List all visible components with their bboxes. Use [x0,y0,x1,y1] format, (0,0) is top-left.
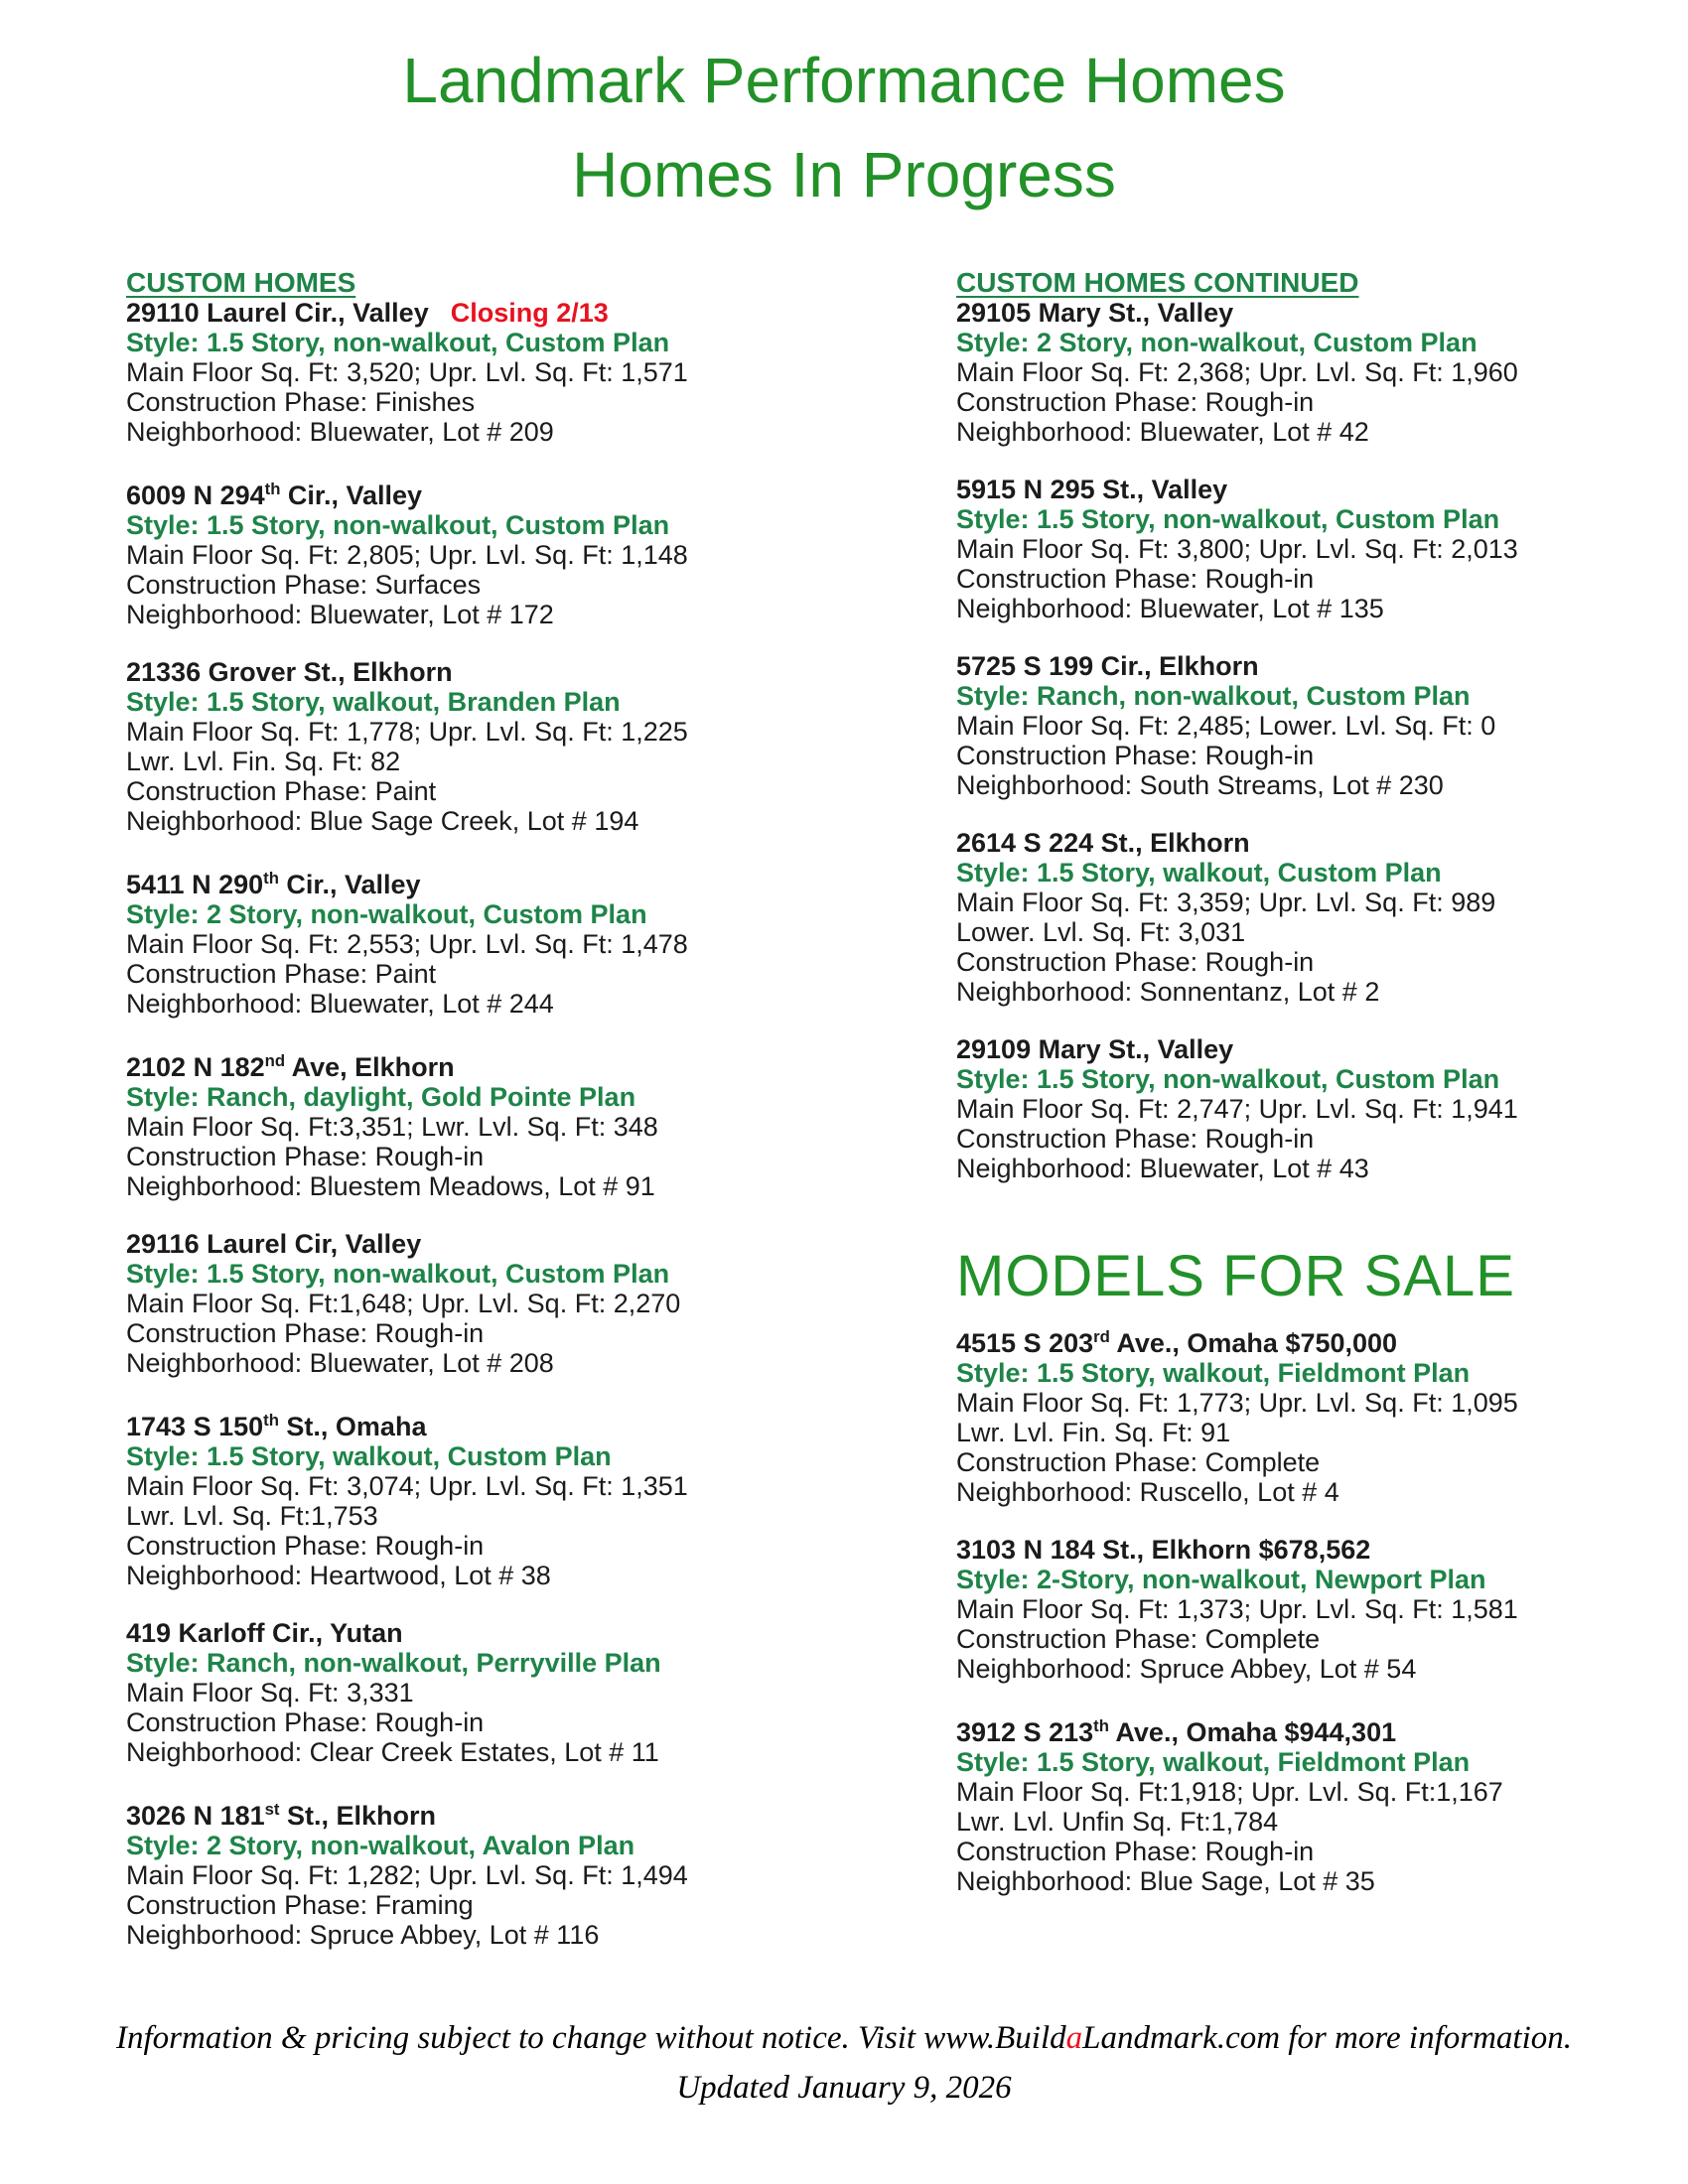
listing-detail: Construction Phase: Paint [126,776,437,806]
custom-homes-continued-column [956,268,1612,1924]
listing-style: Style: Ranch, non-walkout, Perryville Plan [126,1648,661,1678]
home-listing [126,475,762,629]
listing-address-text: 29116 Laurel Cir, Valley [126,1229,422,1259]
listing-address-ordinal: th [263,869,279,887]
listing-detail: Lwr. Lvl. Fin. Sq. Ft: 82 [126,747,401,776]
listing-detail: Main Floor Sq. Ft:3,351; Lwr. Lvl. Sq. Ft: 348 [126,1112,658,1142]
listing-detail: Main Floor Sq. Ft: 1,778; Upr. Lvl. Sq. Ft: 1,225 [126,717,688,747]
listing-address-text: 4515 S 203 [956,1328,1094,1358]
home-listing [956,828,1612,1007]
home-listing [126,1046,762,1201]
listing-address [126,1046,762,1082]
listing-address [126,1618,762,1648]
listing-detail: Neighborhood: Spruce Abbey, Lot # 116 [126,1920,600,1950]
listing-detail: Neighborhood: Bluewater, Lot # 209 [126,417,554,447]
listing-detail: Main Floor Sq. Ft: 1,773; Upr. Lvl. Sq. Ft: 1,095 [956,1388,1518,1418]
page-title-line2: Homes In Progress [572,139,1116,210]
listing-detail: Construction Phase: Rough-in [956,947,1315,977]
listing-style: Style: 1.5 Story, walkout, Fieldmont Plan [956,1358,1471,1388]
listing-detail: Main Floor Sq. Ft: 3,359; Upr. Lvl. Sq. Ft: 989 [956,887,1496,917]
listing-detail: Construction Phase: Paint [126,959,437,989]
listing-detail: Construction Phase: Rough-in [126,1531,485,1561]
listing-detail: Main Floor Sq. Ft:1,648; Upr. Lvl. Sq. Ft: 2,270 [126,1289,681,1318]
listing-detail: Construction Phase: Rough-in [126,1318,485,1348]
section-header-custom-homes: CUSTOM HOMES [126,267,356,298]
listing-detail: Neighborhood: South Streams, Lot # 230 [956,770,1444,800]
home-listing [956,298,1612,447]
listing-detail: Construction Phase: Framing [126,1890,474,1920]
home-listing [956,1711,1612,1896]
listing-address-ordinal: rd [1093,1327,1110,1346]
listing-address-ordinal: st [264,1800,280,1819]
listing-address-text: 3103 N 184 St., Elkhorn $678,562 [956,1535,1371,1565]
home-listing [126,298,762,447]
listing-address [956,298,1612,328]
listing-style: Style: 1.5 Story, walkout, Fieldmont Plan [956,1747,1471,1777]
footer-line2: Updated January 9, 2026 [676,2070,1012,2106]
listing-detail: Neighborhood: Sonnentanz, Lot # 2 [956,977,1380,1007]
listing-style: Style: 2 Story, non-walkout, Custom Plan [126,899,647,929]
listing-address-text: St., Omaha [278,1412,427,1441]
listing-detail: Neighborhood: Bluewater, Lot # 208 [126,1348,554,1378]
custom-homes-column [126,268,762,1978]
listing-detail: Main Floor Sq. Ft: 3,331 [126,1678,414,1707]
listing-detail: Neighborhood: Bluestem Meadows, Lot # 91 [126,1171,655,1201]
listing-detail: Construction Phase: Rough-in [956,1837,1315,1866]
listing-style: Style: 1.5 Story, walkout, Custom Plan [126,1441,612,1471]
listing-detail: Main Floor Sq. Ft: 1,282; Upr. Lvl. Sq. Ft: 1,494 [126,1860,688,1890]
listing-address [126,864,762,899]
listing-detail: Neighborhood: Blue Sage Creek, Lot # 194 [126,806,639,836]
listing-address-text: 21336 Grover St., Elkhorn [126,657,453,687]
listing-address-text: 29105 Mary St., Valley [956,298,1234,328]
page-title [0,34,1688,222]
listing-detail: Main Floor Sq. Ft: 2,553; Upr. Lvl. Sq. Ft: 1,478 [126,929,688,959]
listing-address [956,475,1612,504]
listing-address-ordinal: th [264,479,281,498]
listing-detail: Neighborhood: Heartwood, Lot # 38 [126,1561,551,1590]
listing-style: Style: Ranch, daylight, Gold Pointe Plan [126,1082,636,1112]
listing-detail: Construction Phase: Rough-in [956,1124,1315,1154]
listing-detail: Main Floor Sq. Ft: 3,520; Upr. Lvl. Sq. Ft: 1,571 [126,357,688,387]
listing-style: Style: 1.5 Story, walkout, Custom Plan [956,858,1442,887]
home-listing [126,1795,762,1950]
listing-address-text: Cir., Valley [280,480,423,510]
listing-detail: Construction Phase: Finishes [126,387,476,417]
listing-style: Style: 1.5 Story, non-walkout, Custom Plan [956,504,1500,534]
listing-detail: Construction Phase: Rough-in [956,564,1315,594]
home-listing [126,1229,762,1378]
models-for-sale-list [956,1322,1612,1896]
listing-address-ordinal: th [263,1411,279,1430]
listing-detail: Main Floor Sq. Ft: 2,485; Lower. Lvl. Sq. Ft: 0 [956,711,1496,741]
listing-detail: Lwr. Lvl. Fin. Sq. Ft: 91 [956,1418,1231,1447]
listing-address [956,828,1612,858]
listing-detail: Neighborhood: Bluewater, Lot # 172 [126,600,554,629]
listing-address-text: 3912 S 213 [956,1717,1094,1747]
listing-address-text: 29109 Mary St., Valley [956,1034,1234,1064]
listing-detail: Construction Phase: Complete [956,1447,1321,1477]
footer-line1: Information & pricing subject to change without notice. Visit www.BuildaLandmark.com for more information. [116,2020,1572,2056]
listing-detail: Main Floor Sq. Ft: 3,074; Upr. Lvl. Sq. Ft: 1,351 [126,1471,688,1501]
section-header-models-for-sale: MODELS FOR SALE [956,1244,1515,1308]
listing-address-text: 6009 N 294 [126,480,265,510]
listing-address-text: 2614 S 224 St., Elkhorn [956,828,1250,858]
listing-detail: Main Floor Sq. Ft:1,918; Upr. Lvl. Sq. Ft:1,167 [956,1777,1503,1807]
listing-style: Style: 2 Story, non-walkout, Avalon Plan [126,1831,635,1860]
listing-detail: Neighborhood: Spruce Abbey, Lot # 54 [956,1654,1417,1684]
listing-address [126,1406,762,1441]
home-listing [126,864,762,1019]
listing-detail: Main Floor Sq. Ft: 2,805; Upr. Lvl. Sq. Ft: 1,148 [126,540,688,570]
listing-detail: Neighborhood: Bluewater, Lot # 135 [956,594,1384,623]
listing-address-text: Ave, Elkhorn [285,1052,455,1082]
footer-disclaimer [0,2013,1688,2113]
home-listing [956,651,1612,800]
listing-detail: Construction Phase: Complete [956,1624,1321,1654]
listing-detail: Lwr. Lvl. Unfin Sq. Ft:1,784 [956,1807,1279,1837]
listing-detail: Lower. Lvl. Sq. Ft: 3,031 [956,917,1246,947]
listing-style: Style: 1.5 Story, walkout, Branden Plan [126,687,621,717]
listing-address-text: 5725 S 199 Cir., Elkhorn [956,651,1259,681]
page-title-line1: Landmark Performance Homes [402,45,1286,116]
listing-address-text: 5411 N 290 [126,870,264,899]
listing-detail: Main Floor Sq. Ft: 2,747; Upr. Lvl. Sq. Ft: 1,941 [956,1094,1518,1124]
listing-address-ordinal: th [1093,1716,1109,1735]
home-listing [956,1034,1612,1183]
listing-address [126,1795,762,1831]
listing-address-ordinal: nd [264,1051,286,1070]
listing-address-text: Ave., Omaha $750,000 [1109,1328,1398,1358]
listing-detail: Neighborhood: Blue Sage, Lot # 35 [956,1866,1375,1896]
listing-detail: Neighborhood: Bluewater, Lot # 244 [126,989,554,1019]
listing-style: Style: 1.5 Story, non-walkout, Custom Plan [126,328,670,357]
listing-style: Style: 2 Story, non-walkout, Custom Plan [956,328,1477,357]
listing-address-text: 1743 S 150 [126,1412,264,1441]
listing-address-text: Ave., Omaha $944,301 [1108,1717,1397,1747]
listing-detail: Construction Phase: Rough-in [956,387,1315,417]
listing-address-text: St., Elkhorn [279,1801,437,1831]
home-listing [126,1618,762,1767]
listing-style: Style: 2-Story, non-walkout, Newport Plan [956,1565,1486,1594]
listing-detail: Main Floor Sq. Ft: 2,368; Upr. Lvl. Sq. Ft: 1,960 [956,357,1518,387]
listing-detail: Neighborhood: Bluewater, Lot # 42 [956,417,1369,447]
custom-homes-continued-list [956,298,1612,1183]
listing-address-text: Cir., Valley [278,870,421,899]
home-listing [126,1406,762,1590]
listing-address-text: 2102 N 182 [126,1052,265,1082]
home-listing [126,657,762,836]
listing-detail: Construction Phase: Rough-in [956,741,1315,770]
home-listing [956,1322,1612,1507]
home-listing [956,1535,1612,1684]
listing-detail: Main Floor Sq. Ft: 1,373; Upr. Lvl. Sq. Ft: 1,581 [956,1594,1518,1624]
closing-note: Closing 2/13 [450,298,609,328]
listing-address [126,475,762,510]
listing-address [956,1535,1612,1565]
footer-red-letter: a [1065,2020,1083,2056]
listing-address-text: 29110 Laurel Cir., Valley [126,298,429,328]
listing-detail: Construction Phase: Rough-in [126,1142,485,1171]
listing-detail: Construction Phase: Surfaces [126,570,482,600]
section-header-custom-homes-continued: CUSTOM HOMES CONTINUED [956,267,1359,298]
custom-homes-list [126,298,762,1950]
listing-address-text: 419 Karloff Cir., Yutan [126,1618,403,1648]
listing-detail: Neighborhood: Clear Creek Estates, Lot # 11 [126,1737,659,1767]
listing-address [956,1711,1612,1747]
listing-detail: Lwr. Lvl. Sq. Ft:1,753 [126,1501,378,1531]
listing-address-text: 3026 N 181 [126,1801,265,1831]
listing-address-text: 5915 N 295 St., Valley [956,475,1228,504]
home-listing [956,475,1612,623]
listing-style: Style: 1.5 Story, non-walkout, Custom Plan [126,1259,670,1289]
listing-detail: Main Floor Sq. Ft: 3,800; Upr. Lvl. Sq. Ft: 2,013 [956,534,1518,564]
listing-detail: Neighborhood: Ruscello, Lot # 4 [956,1477,1339,1507]
listing-address [956,651,1612,681]
listing-address [126,298,762,328]
listing-style: Style: Ranch, non-walkout, Custom Plan [956,681,1471,711]
listing-detail: Neighborhood: Bluewater, Lot # 43 [956,1154,1369,1183]
listing-style: Style: 1.5 Story, non-walkout, Custom Plan [126,510,670,540]
listing-address [126,657,762,687]
listing-address [956,1034,1612,1064]
listing-style: Style: 1.5 Story, non-walkout, Custom Plan [956,1064,1500,1094]
listing-address [956,1322,1612,1358]
listing-address [126,1229,762,1259]
listing-detail: Construction Phase: Rough-in [126,1707,485,1737]
